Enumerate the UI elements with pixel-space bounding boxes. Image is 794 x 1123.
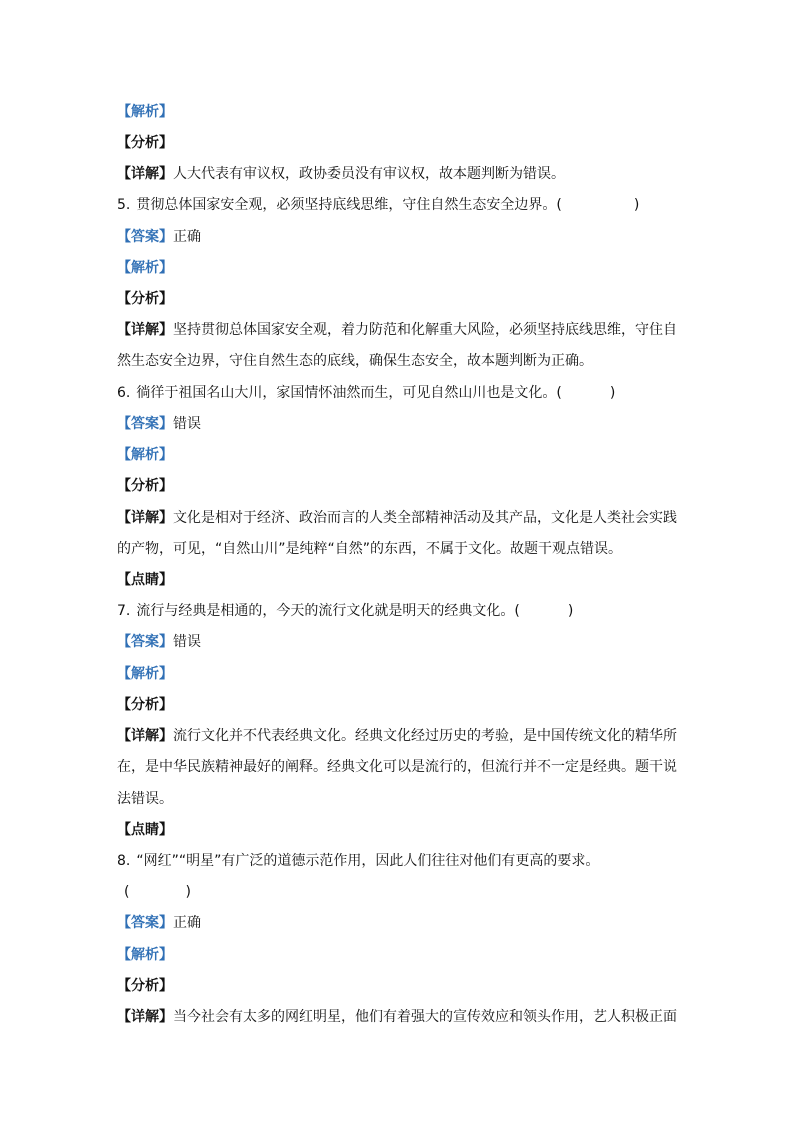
- answer-paren-line: [124, 882, 191, 902]
- section-label-analysis: 【解析】: [117, 947, 173, 963]
- section-label-breakdown: 【分析】: [117, 478, 173, 494]
- detail-line: 【详解】坚持贯彻总体国家安全观，着力防范和化解重大风险，必须坚持底线思维，守住自: [117, 322, 677, 338]
- question-open-paren: (: [124, 884, 130, 900]
- detail-text: 法错误。: [117, 791, 173, 807]
- question-text: 徜徉于祖国名山大川，家国情怀油然而生，可见自然山川也是文化。(: [136, 385, 562, 401]
- detail-text: 流行文化并不代表经典文化。经典文化经过历史的考验，是中国传统文化的精华所: [173, 728, 677, 744]
- detail-line: 【详解】流行文化并不代表经典文化。经典文化经过历史的考验，是中国传统文化的精华所: [117, 728, 677, 744]
- section-label-highlight: 【点睛】: [117, 822, 173, 838]
- label-text: 分析: [131, 135, 159, 151]
- question-8: [117, 851, 599, 871]
- label-text: 详解: [131, 510, 159, 526]
- detail-line: 【详解】当今社会有太多的网红明星，他们有着强大的宣传效应和领头作用，艺人积极正面: [117, 1009, 677, 1025]
- answer-text: 错误: [173, 634, 201, 650]
- question-text: “网红”“明星”有广泛的道德示范作用，因此人们往往对他们有更高的要求。: [136, 853, 600, 869]
- label-text: 分析: [131, 978, 159, 994]
- question-number: 8.: [117, 853, 131, 869]
- detail-text: 然生态安全边界，守住自然生态的底线，确保生态安全，故本题判断为正确。: [117, 353, 593, 369]
- section-label-breakdown: 【分析】: [117, 291, 173, 307]
- label-text: 分析: [131, 478, 159, 494]
- section-label-analysis: 【解析】: [117, 260, 173, 276]
- detail-text: 人大代表有审议权，政协委员没有审议权，故本题判断为错误。: [173, 166, 565, 182]
- label-text: 详解: [131, 322, 159, 338]
- answer-text: 错误: [173, 416, 201, 432]
- label-text: 解析: [131, 947, 159, 963]
- detail-text: 坚持贯彻总体国家安全观，着力防范和化解重大风险，必须坚持底线思维，守住自: [173, 322, 677, 338]
- question-6: [117, 383, 615, 403]
- question-number: 5.: [117, 197, 131, 213]
- label-text: 解析: [131, 447, 159, 463]
- question-close-paren: ): [567, 603, 574, 619]
- label-text: 详解: [131, 166, 159, 182]
- answer-text: 正确: [173, 229, 201, 245]
- detail-text: 的产物，可见，“自然山川”是纯粹“自然”的东西，不属于文化。故题干观点错误。: [117, 541, 623, 557]
- detail-line: 【详解】人大代表有审议权，政协委员没有审议权，故本题判断为错误。: [117, 166, 565, 182]
- answer-line: 【答案】正确: [117, 915, 201, 931]
- detail-text: 在，是中华民族精神最好的阐释。经典文化可以是流行的，但流行并不一定是经典。题干说: [117, 759, 677, 775]
- question-number: 7.: [117, 603, 131, 619]
- answer-line: 【答案】错误: [117, 416, 201, 432]
- question-number: 6.: [117, 385, 131, 401]
- label-text: 答案: [131, 229, 159, 245]
- detail-line: 【详解】文化是相对于经济、政治而言的人类全部精神活动及其产品，文化是人类社会实践: [117, 510, 677, 526]
- question-close-paren: ): [609, 385, 616, 401]
- section-label-breakdown: 【分析】: [117, 135, 173, 151]
- label-text: 解析: [131, 104, 159, 120]
- label-text: 解析: [131, 666, 159, 682]
- detail-text: 文化是相对于经济、政治而言的人类全部精神活动及其产品，文化是人类社会实践: [173, 510, 677, 526]
- label-text: 答案: [131, 915, 159, 931]
- section-label-analysis: 【解析】: [117, 104, 173, 120]
- detail-continuation: [117, 789, 173, 809]
- question-text: 流行与经典是相通的，今天的流行文化就是明天的经典文化。(: [136, 603, 520, 619]
- label-text: 点睛: [131, 822, 159, 838]
- question-5: [117, 195, 639, 215]
- detail-continuation: [117, 351, 593, 371]
- detail-continuation: [117, 539, 622, 559]
- answer-text: 正确: [173, 915, 201, 931]
- label-text: 答案: [131, 634, 159, 650]
- section-label-highlight: 【点睛】: [117, 572, 173, 588]
- label-text: 详解: [131, 1009, 159, 1025]
- detail-continuation: [117, 757, 677, 777]
- section-label-breakdown: 【分析】: [117, 697, 173, 713]
- label-text: 分析: [131, 697, 159, 713]
- label-text: 点睛: [131, 572, 159, 588]
- section-label-analysis: 【解析】: [117, 447, 173, 463]
- question-close-paren: ): [633, 197, 640, 213]
- section-label-analysis: 【解析】: [117, 666, 173, 682]
- label-text: 答案: [131, 416, 159, 432]
- question-text: 贯彻总体国家安全观，必须坚持底线思维，守住自然生态安全边界。(: [136, 197, 562, 213]
- detail-text: 当今社会有太多的网红明星，他们有着强大的宣传效应和领头作用，艺人积极正面: [173, 1009, 677, 1025]
- answer-line: 【答案】错误: [117, 634, 201, 650]
- label-text: 详解: [131, 728, 159, 744]
- section-label-breakdown: 【分析】: [117, 978, 173, 994]
- answer-line: 【答案】正确: [117, 229, 201, 245]
- question-7: [117, 601, 573, 621]
- label-text: 解析: [131, 260, 159, 276]
- label-text: 分析: [131, 291, 159, 307]
- question-close-paren: ): [185, 884, 191, 900]
